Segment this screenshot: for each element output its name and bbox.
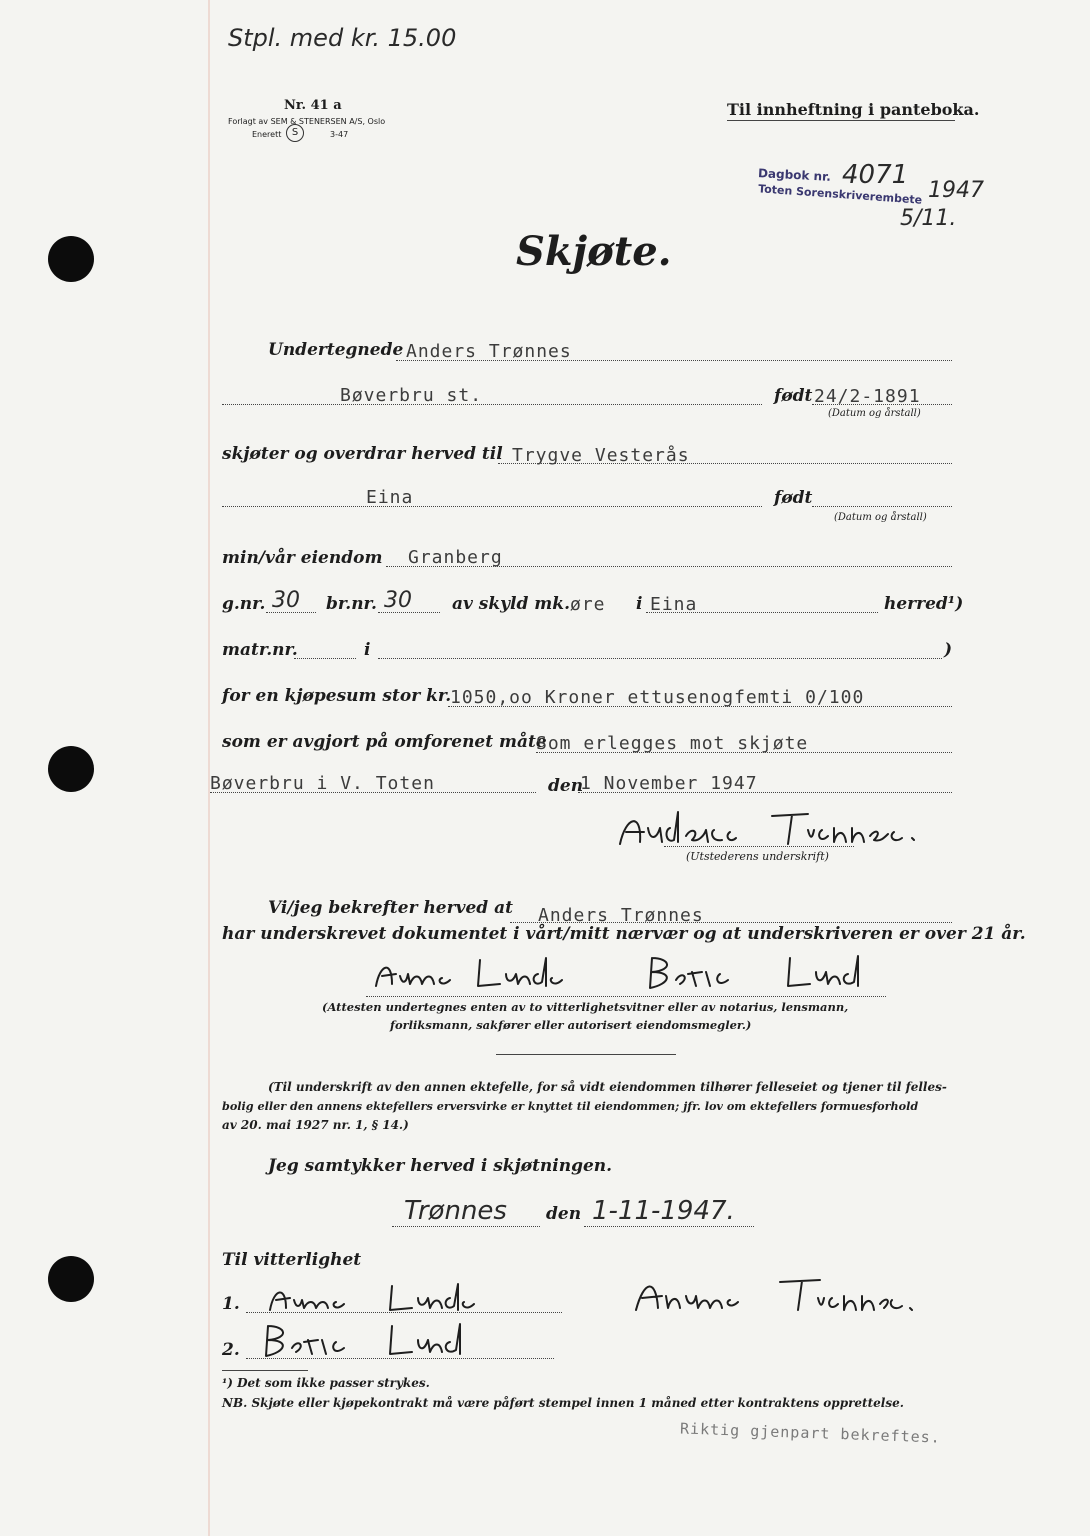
spouse-note-1: (Til underskrift av den annen ektefelle, for så vidt eiendommen tilhører felleseiet og tjener til felles- xyxy=(268,1080,947,1094)
seller-name: Anders Trønnes xyxy=(406,341,572,362)
footnote-rule xyxy=(222,1370,308,1371)
witness-seller-name: Anders Trønnes xyxy=(538,905,704,926)
matr-close-paren: ) xyxy=(944,640,953,660)
gnr-label: g.nr. xyxy=(222,594,266,614)
gnr-value: 30 xyxy=(272,588,300,613)
punch-hole-bottom xyxy=(48,1256,94,1302)
eiendom-label: min/vår eiendom xyxy=(222,548,383,568)
vitterlighet-num-1: 1. xyxy=(222,1294,240,1314)
dotted-line xyxy=(222,404,762,405)
herred-value: Eina xyxy=(650,594,698,615)
publisher-line: Forlagt av SEM & STENERSEN A/S, Oslo xyxy=(228,117,386,126)
footnote-1: ¹) Det som ikke passer strykes. xyxy=(222,1376,430,1390)
avgjort-value: Som erlegges mot skjøte xyxy=(536,733,809,754)
bottom-stamp: Riktig gjenpart bekreftes. xyxy=(679,1419,942,1447)
skyld-label: av skyld mk. xyxy=(452,594,570,614)
brnr-value: 30 xyxy=(384,588,412,613)
consent-label: Jeg samtykker herved i skjøtningen. xyxy=(268,1156,613,1176)
dotted-line xyxy=(266,612,316,613)
dotted-line xyxy=(210,792,536,793)
top-right-title: Til innheftning i panteboka. xyxy=(727,100,980,119)
dagbok-year: 1947 xyxy=(928,178,984,203)
dotted-line xyxy=(222,506,762,507)
skjoter-label: skjøter og overdrar herved til xyxy=(222,444,503,464)
witness-note-1: (Attesten undertegnes enten av to vitterlighetsvitner eller av notarius, lensmann, xyxy=(322,1000,849,1014)
dotted-line xyxy=(392,1226,540,1227)
dotted-line xyxy=(378,612,440,613)
spouse-signature xyxy=(630,1274,920,1318)
dotted-line xyxy=(448,706,952,707)
date-value: 1 November 1947 xyxy=(580,773,758,794)
dotted-line xyxy=(294,658,356,659)
witness-label: Vi/jeg bekrefter herved at xyxy=(268,898,513,918)
brnr-label: br.nr. xyxy=(326,594,377,614)
spouse-note-3: av 20. mai 1927 nr. 1, § 14.) xyxy=(222,1118,409,1132)
avgjort-label: som er avgjort på omforenet måte xyxy=(222,732,547,752)
top-right-underline xyxy=(727,120,955,121)
dotted-line xyxy=(510,922,952,923)
publisher-code: 3-47 xyxy=(330,130,349,139)
dotted-line xyxy=(812,404,952,405)
den-label: den xyxy=(548,776,584,796)
dotted-line xyxy=(536,752,952,753)
dagbok-date: 5/11. xyxy=(900,206,957,231)
dotted-line xyxy=(246,1312,562,1313)
dotted-line xyxy=(578,792,952,793)
dotted-line xyxy=(366,996,886,997)
dagbok-stamp-label: Dagbok nr. xyxy=(757,166,832,184)
vitterlighet-num-2: 2. xyxy=(222,1340,240,1360)
seller-birthdate: 24/2-1891 xyxy=(814,386,921,407)
spouse-note-2: bolig eller den annens ektefellers erversvirke er knyttet til eiendommen; jfr. lov om ektefellers formuesforhold xyxy=(222,1099,919,1113)
handwritten-stamp-note: Stpl. med kr. 15.00 xyxy=(228,24,457,52)
vitterlighet-signature-2 xyxy=(262,1318,492,1362)
margin-line xyxy=(208,0,210,1536)
dotted-line xyxy=(812,506,952,507)
punch-hole-middle xyxy=(48,746,94,792)
dotted-line xyxy=(584,1226,754,1227)
i-label: i xyxy=(636,594,643,614)
fodt-label-2: født xyxy=(774,488,813,508)
datum-note-2: (Datum og årstall) xyxy=(834,512,927,523)
separator-rule xyxy=(496,1054,676,1055)
publisher-logo: S xyxy=(286,124,304,142)
herred-label: herred¹) xyxy=(884,594,964,614)
consent-date: 1-11-1947. xyxy=(592,1196,735,1226)
dotted-line xyxy=(396,360,952,361)
footnote-2: NB. Skjøte eller kjøpekontrakt må være påført stempel innen 1 måned etter kontraktens opprettelse. xyxy=(222,1396,904,1410)
matr-label: matr.nr. xyxy=(222,640,298,660)
publisher-enerett: Enerett xyxy=(252,130,282,139)
document-title: Skjøte. xyxy=(516,228,672,275)
matr-i-label: i xyxy=(364,640,371,660)
vitterlighet-label: Til vitterlighet xyxy=(222,1250,362,1270)
kjopesum-label: for en kjøpesum stor kr. xyxy=(222,686,452,706)
consent-place: Trønnes xyxy=(404,1196,507,1226)
buyer-name: Trygve Vesterås xyxy=(512,445,690,466)
witness-statement: har underskrevet dokumentet i vårt/mitt nærvær og at underskriveren er over 21 år. xyxy=(222,924,1026,944)
kjopesum-value: 1050,oo Kroner ettusenogfemti 0/100 xyxy=(450,687,865,708)
punch-hole-top xyxy=(48,236,94,282)
undertegnede-label: Undertegnede xyxy=(268,340,404,360)
dotted-line xyxy=(386,566,952,567)
place-value: Bøverbru i V. Toten xyxy=(210,773,435,794)
buyer-address: Eina xyxy=(366,487,414,508)
datum-note: (Datum og årstall) xyxy=(828,408,921,419)
seller-address: Bøverbru st. xyxy=(340,385,483,406)
dagbok-number: 4071 xyxy=(842,160,909,190)
witness-note-2: forliksmann, sakfører eller autorisert eiendomsmegler.) xyxy=(390,1018,752,1032)
dotted-line xyxy=(646,612,878,613)
property-name: Granberg xyxy=(408,547,503,568)
witness-signatures xyxy=(370,950,880,996)
signature-line xyxy=(664,846,854,847)
ore-value: øre xyxy=(570,594,606,615)
dotted-line xyxy=(378,658,942,659)
seller-signature xyxy=(612,806,982,856)
dotted-line xyxy=(498,463,952,464)
utsteder-note: (Utstederens underskrift) xyxy=(686,850,829,863)
fodt-label: født xyxy=(774,386,813,406)
consent-den-label: den xyxy=(546,1204,582,1224)
dagbok-stamp-office: Toten Sorenskriverembete xyxy=(757,182,923,207)
form-number: Nr. 41 a xyxy=(284,98,342,113)
dotted-line xyxy=(246,1358,554,1359)
